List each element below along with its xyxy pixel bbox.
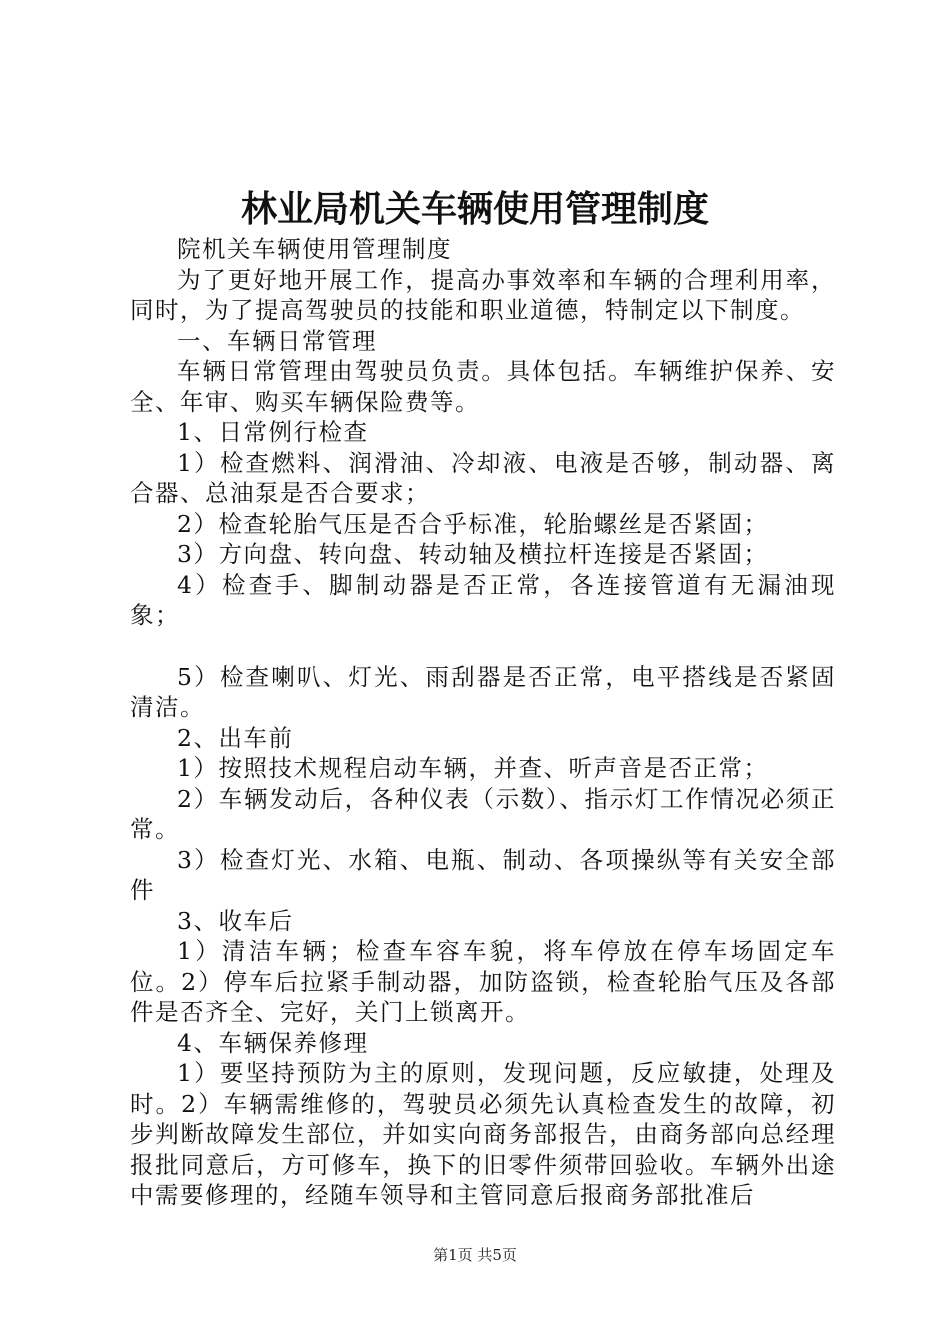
paragraph-subtitle: 院机关车辆使用管理制度 — [177, 235, 452, 263]
page-number-footer: 第1页 共5页 — [433, 1246, 517, 1264]
blank-line — [130, 631, 836, 662]
list-item-check-3: 3）方向盘、转向盘、转动轴及横拉杆连接是否紧固； — [177, 540, 769, 568]
page-title: 林业局机关车辆使用管理制度 — [240, 188, 709, 230]
list-item-maintenance: 1）要坚持预防为主的原则，发现问题，反应敏捷，处理及时。2）车辆需维修的，驾驶员必须先认真检查发生的故障，初步判断故障发生部位，并如实向商务部报告，由商务部向总经理报批同意后，方可修车，换下的旧零件须带回验收。车辆外出途中需要修理的，经随车领导和主管同意后报商务部批准后 — [130, 1059, 836, 1209]
document-body — [130, 234, 836, 1211]
list-item-after-return: 1）清洁车辆；检查车容车貌，将车停放在停车场固定车位。2）停车后拉紧手制动器，加防盗锁，检查轮胎气压及各部件是否齐全、完好，关门上锁离开。 — [130, 937, 836, 1026]
section-heading-daily-management: 一、车辆日常管理 — [177, 326, 377, 355]
list-item-check-5: 5）检查喇叭、灯光、雨刮器是否正常，电平搭线是否紧固清洁。 — [130, 662, 836, 721]
subsection-heading-after-return: 3、收车后 — [177, 906, 294, 935]
list-item-departure-1: 1）按照技术规程启动车辆，并查、听声音是否正常； — [177, 754, 769, 782]
paragraph-daily-management: 车辆日常管理由驾驶员负责。具体包括。车辆维护保养、安全、年审、购买车辆保险费等。 — [130, 357, 836, 416]
paragraph-intro: 为了更好地开展工作，提高办事效率和车辆的合理利用率，同时，为了提高驾驶员的技能和职业道德，特制定以下制度。 — [130, 265, 836, 324]
list-item-departure-3: 3）检查灯光、水箱、电瓶、制动、各项操纵等有关安全部件 — [130, 845, 836, 904]
list-item-check-1: 1）检查燃料、润滑油、冷却液、电液是否够，制动器、离合器、总油泵是否合要求； — [130, 448, 836, 507]
subsection-heading-routine-check: 1、日常例行检查 — [177, 418, 369, 446]
subsection-heading-maintenance: 4、车辆保养修理 — [177, 1028, 369, 1057]
subsection-heading-before-departure: 2、出车前 — [177, 723, 294, 752]
list-item-check-4: 4）检查手、脚制动器是否正常，各连接管道有无漏油现象； — [130, 570, 836, 629]
list-item-check-2: 2）检查轮胎气压是否合乎标准，轮胎螺丝是否紧固； — [177, 509, 769, 538]
list-item-departure-2: 2）车辆发动后，各种仪表（示数）、指示灯工作情况必须正常。 — [130, 784, 836, 843]
